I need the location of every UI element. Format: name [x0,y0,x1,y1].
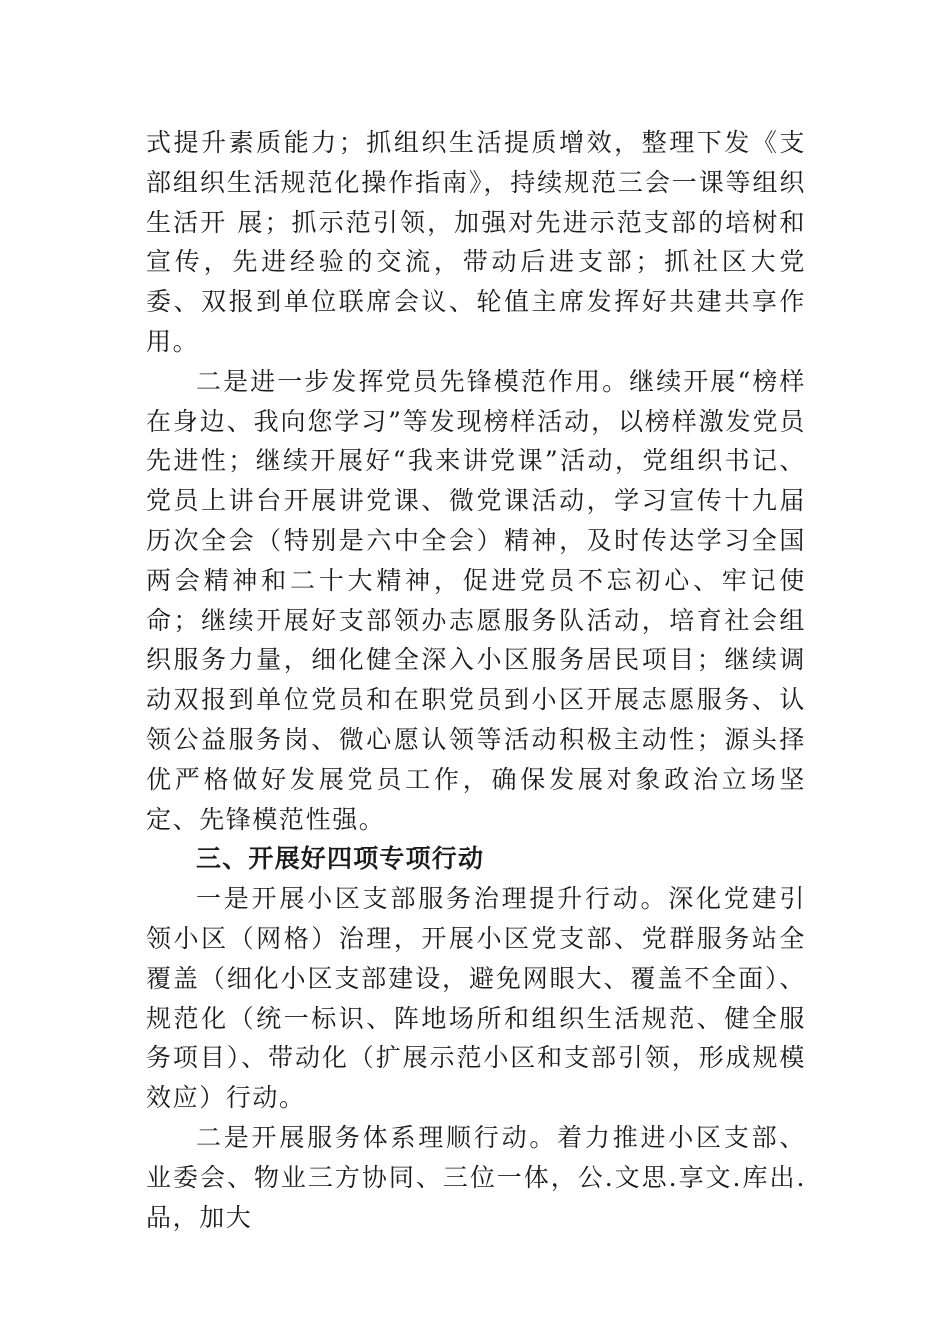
paragraph-community-branch-action: 一是开展小区支部服务治理提升行动。深化党建引领小区（网格）治理，开展小区党支部、党群服务站全覆盖（细化小区支部建设，避免网眼大、覆盖不全面）、规范化（统一标识、阵地场所和组织生活规范、健全服务项目）、带动化（扩展示范小区和支部引领，形成规模效应）行动。 [146,884,806,1113]
paragraph-party-member-role: 二是进一步发挥党员先锋模范作用。继续开展“榜样在身边、我向您学习”等发现榜样活动，以榜样激发党员先进性；继续开展好“我来讲党课”活动，党组织书记、党员上讲台开展讲党课、微党课活动，学习宣传十九届历次全会（特别是六中全会）精神，及时传达学习全国两会精神和二十大精神，促进党员不忘初心、牢记使命；继续开展好支部领办志愿服务队活动，培育社会组织服务力量，细化健全深入小区服务居民项目；继续调动双报到单位党员和在职党员到小区开展志愿服务、认领公益服务岗、微心愿认领等活动积极主动性；源头择优严格做好发展党员工作，确保发展对象政治立场坚定、先锋模范性强。 [146,366,806,834]
section-heading: 三、开展好四项专项行动 [196,844,485,874]
document-body [146,123,806,1237]
paragraph-continuation: 式提升素质能力；抓组织生活提质增效，整理下发《支部组织生活规范化操作指南》，持续规范三会一课等组织生活开 展；抓示范引领，加强对先进示范支部的培树和宣传，先进经验的交流，带动后进支部；抓社区大党委、双报到单位联席会议、轮值主席发挥好共建共享作用。 [146,128,806,356]
paragraph-service-system-action: 二是开展服务体系理顺行动。着力推进小区支部、业委会、物业三方协同、三位一体，公.文思.享文.库出.品，加大 [146,1122,806,1232]
